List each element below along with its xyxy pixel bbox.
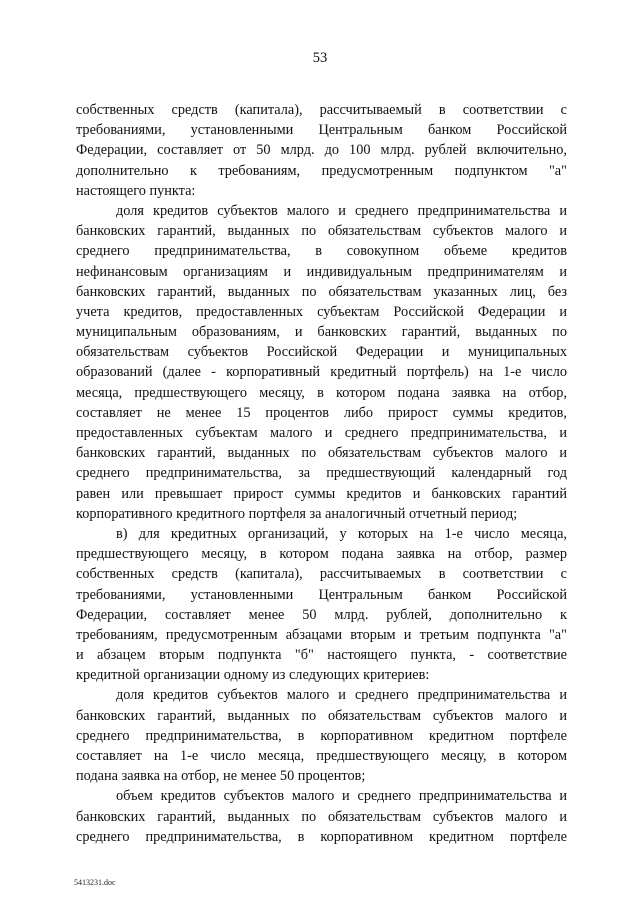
text-line: Федерации, составляет менее 50 млрд. рублей, дополнительно к [76, 606, 567, 623]
text-line: учета кредитов, предоставленных субъектам Российской Федерации и [76, 303, 567, 320]
text-line: нефинансовым организациям и индивидуальным предпринимателям и [76, 263, 567, 280]
text-line: предшествующего месяцу, в котором подана заявка на отбор, размер [76, 546, 567, 563]
text-line: обязательствам субъектов Российской Федерации и муниципальных [76, 344, 567, 361]
text-line: в) для кредитных организаций, у которых на 1-е число месяца, [116, 525, 567, 542]
footer-filename: 5413231.doc [74, 878, 116, 887]
document-body [76, 100, 567, 847]
text-line: среднего предпринимательства, в корпоративном кредитном портфеле [76, 727, 567, 744]
text-line: образований (далее - корпоративный кредитный портфель) на 1-е число [76, 364, 567, 381]
text-line: и абзацем вторым подпункта "б" настоящего пункта, - соответствие [76, 647, 567, 664]
text-line: среднего предпринимательства, в корпоративном кредитном портфеле [76, 828, 567, 845]
text-line: банковских гарантий, выданных по обязательствам субъектов малого и [76, 707, 567, 724]
text-line: муниципальным образованиям, и банковских гарантий, выданных по [76, 324, 567, 341]
text-line: банковских гарантий, выданных по обязательствам субъектов малого и [76, 445, 567, 462]
text-line: среднего предпринимательства, за предшествующий календарный год [76, 465, 567, 482]
text-line: требованиями, установленными Центральным банком Российской [76, 586, 567, 603]
text-line: настоящего пункта: [76, 182, 196, 199]
text-line: доля кредитов субъектов малого и среднего предпринимательства и [116, 687, 567, 704]
text-line: составляет не менее 15 процентов либо прирост суммы кредитов, [76, 404, 567, 421]
text-line: банковских гарантий, выданных по обязательствам субъектов малого и [76, 223, 567, 240]
text-line: собственных средств (капитала), рассчитываемый в соответствии с [76, 102, 567, 118]
text-line: кредитной организации одному из следующих критериев: [76, 667, 430, 684]
text-line: требованиями, установленными Центральным банком Российской [76, 122, 567, 139]
text-line: доля кредитов субъектов малого и среднего предпринимательства и [116, 202, 567, 219]
text-line: корпоративного кредитного портфеля за аналогичный отчетный период; [76, 505, 518, 522]
text-line: составляет на 1-е число месяца, предшествующего месяцу, в котором [76, 748, 567, 764]
text-line: дополнительно к требованиям, предусмотренным подпунктом "а" [76, 162, 567, 179]
text-line: подана заявка на отбор, не менее 50 процентов; [76, 768, 366, 785]
text-line: предоставленных субъектам малого и среднего предпринимательства, и [76, 425, 567, 441]
text-line: равен или превышает прирост суммы кредитов и банковских гарантий [76, 485, 567, 502]
page-number: 53 [312, 50, 328, 66]
text-line: Федерации, составляет от 50 млрд. до 100 млрд. рублей включительно, [76, 142, 567, 159]
text-line: месяца, предшествующего месяцу, в котором подана заявка на отбор, [76, 384, 567, 401]
text-line: среднего предпринимательства, в совокупном объеме кредитов [76, 243, 567, 260]
text-line: банковских гарантий, выданных по обязательствам указанных лиц, без [76, 283, 567, 300]
text-line: объем кредитов субъектов малого и среднего предпринимательства и [116, 788, 567, 805]
text-line: банковских гарантий, выданных по обязательствам субъектов малого и [76, 808, 567, 825]
text-line: требованиям, предусмотренным абзацами вторым и третьим подпункта "а" [76, 626, 567, 643]
text-line: собственных средств (капитала), рассчитываемых в соответствии с [76, 566, 567, 583]
